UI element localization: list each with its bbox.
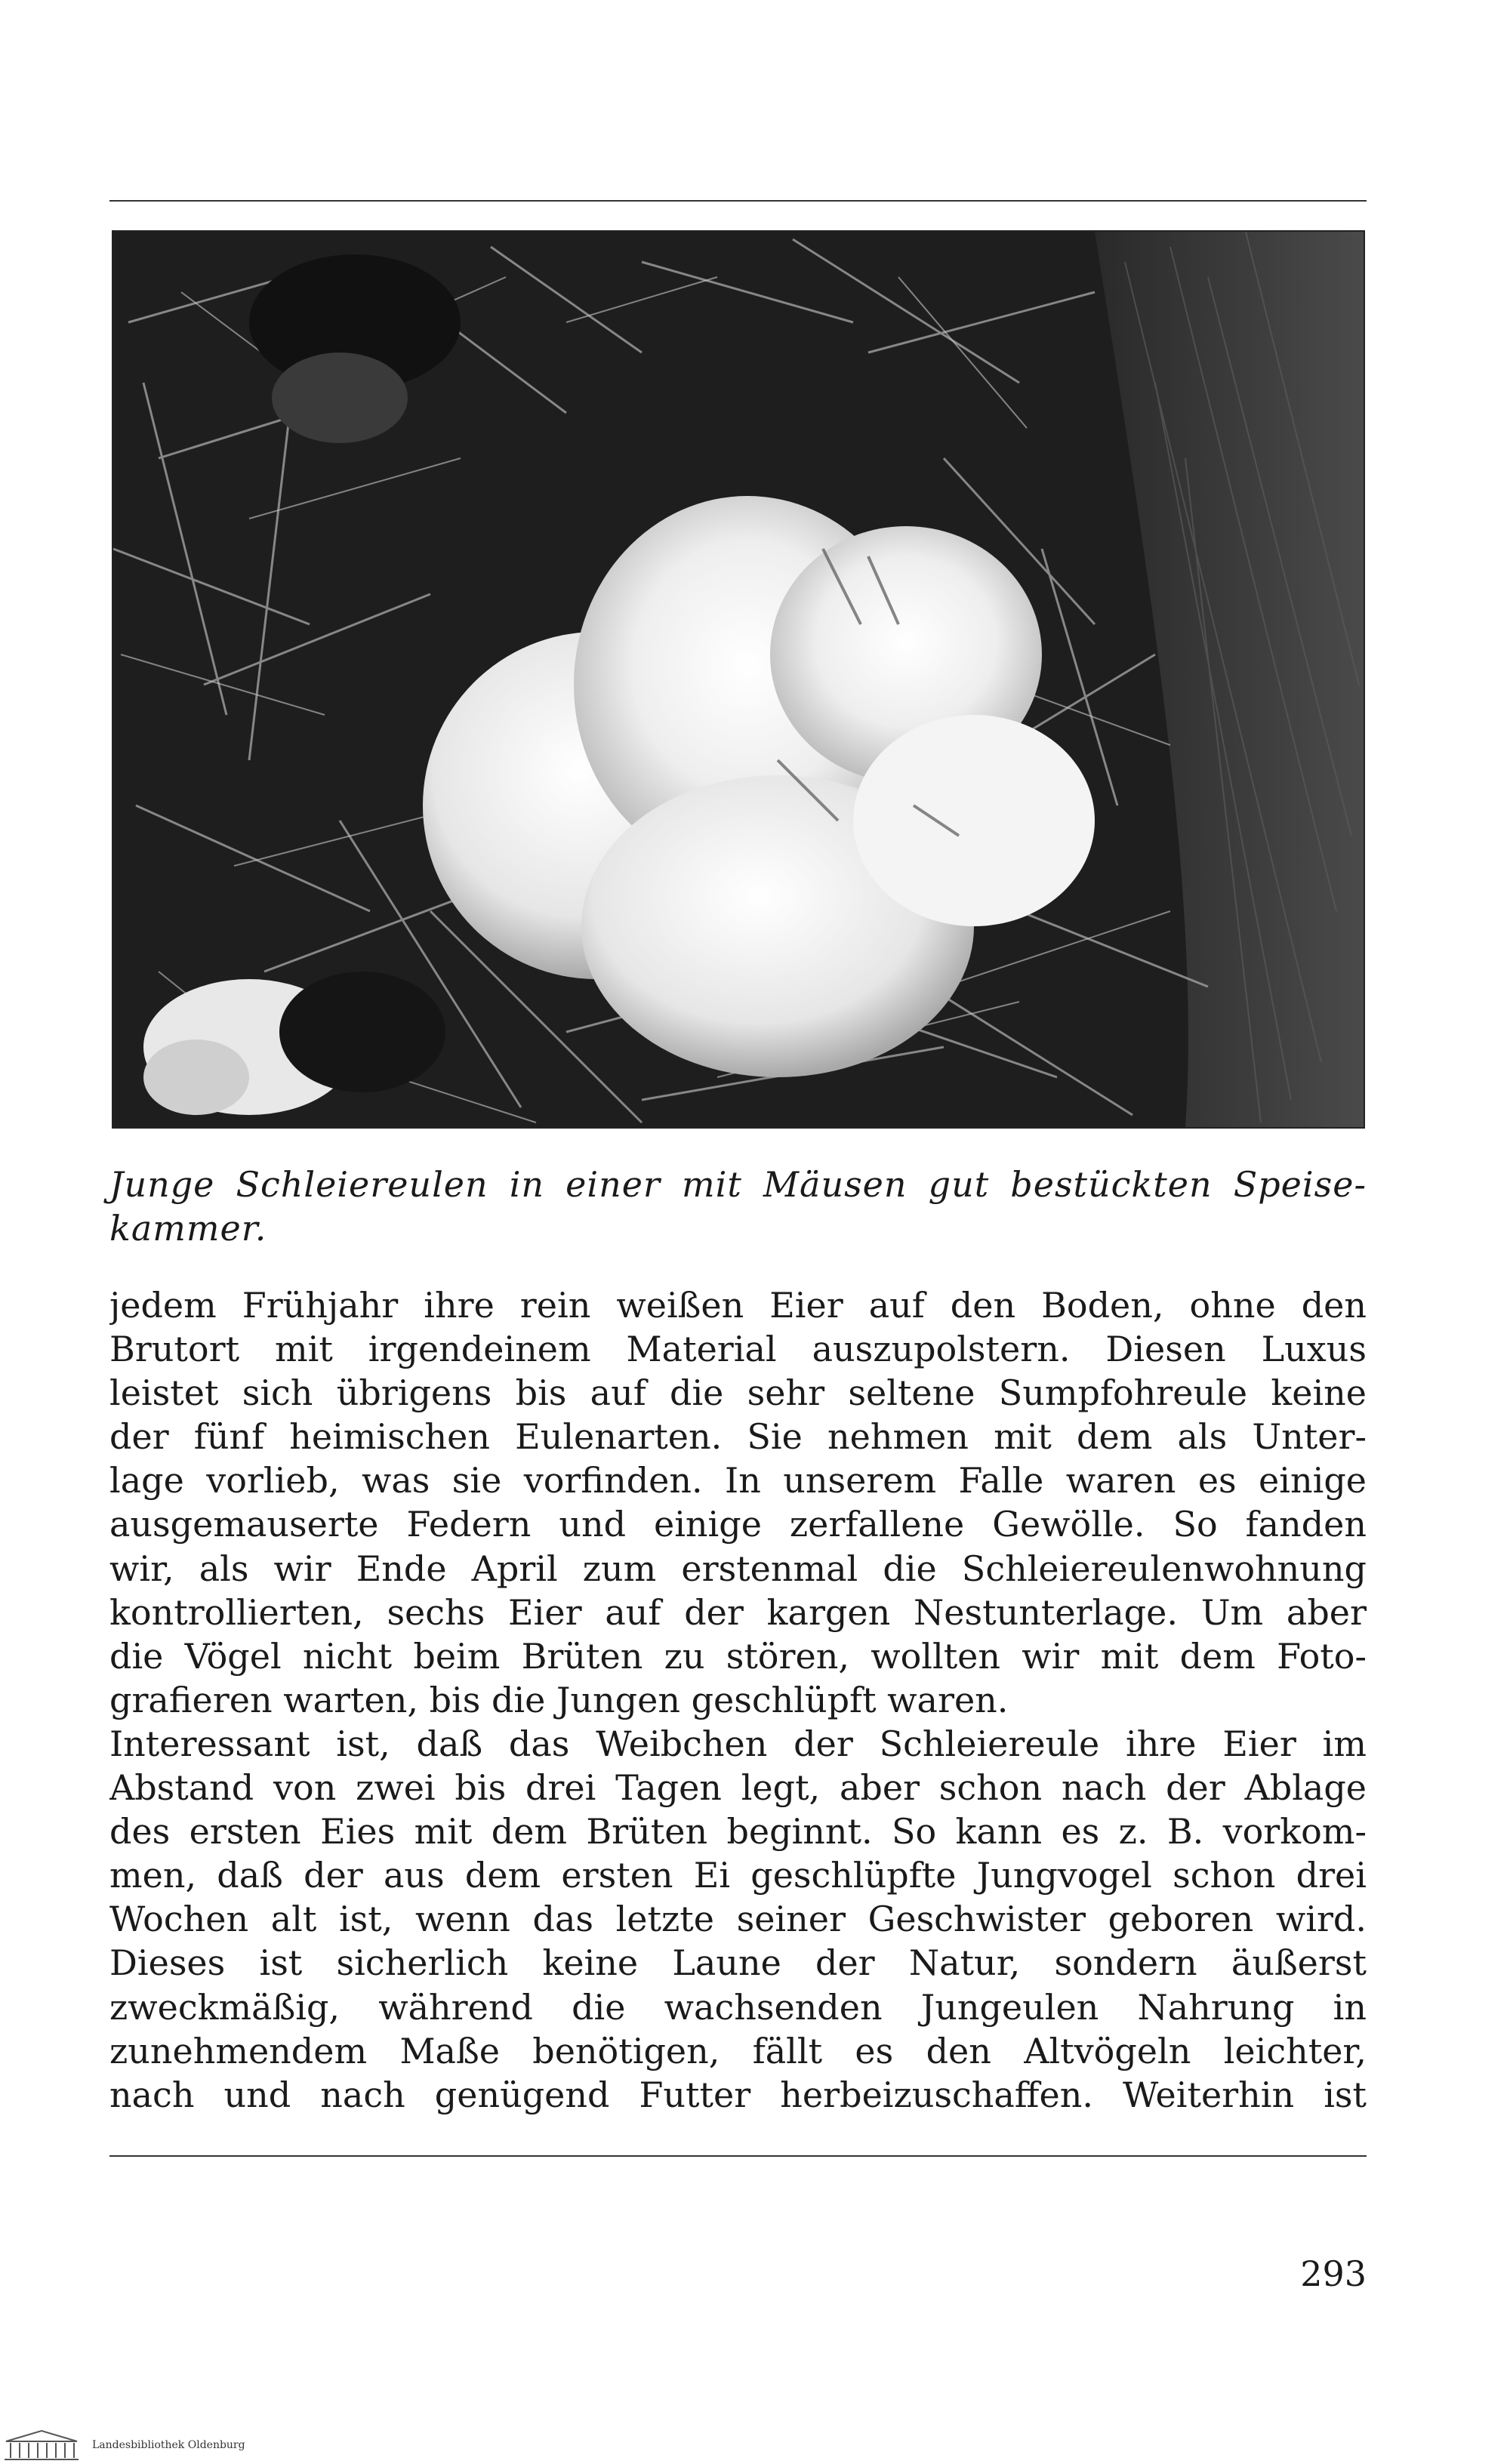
text-line: kontrollierten, sechs Eier auf der kargen Nestunterlage. Um aber (109, 1591, 1367, 1633)
text-line: Dieses ist sicherlich keine Laune der Natur, sondern äußerst (109, 1942, 1367, 1984)
page-number: 293 (1300, 2253, 1367, 2294)
text-line: nach und nach genügend Futter herbeizuschaffen. Weiterhin ist (109, 2074, 1367, 2115)
text-line: lage vorlieb, was sie vorfinden. In unserem Falle waren es einige (109, 1460, 1367, 1502)
library-watermark (0, 2426, 245, 2464)
text-line: die Vögel nicht beim Brüten zu stören, wollten wir mit dem Foto- (109, 1635, 1367, 1677)
text-line: leistet sich übrigens bis auf die sehr seltene Sumpfohreule keine (109, 1372, 1367, 1414)
bottom-rule (109, 2155, 1367, 2157)
text-line: men, daß der aus dem ersten Ei geschlüpfte Jungvogel schon drei (109, 1855, 1367, 1896)
photo-caption: Junge Schleiereulen in einer mit Mäusen gut bestückten Speise-kammer. (109, 1164, 1367, 1249)
text-line: ausgemauserte Federn und einige zerfallene Gewölle. So fanden (109, 1504, 1367, 1545)
top-rule (109, 200, 1367, 202)
owlet-nest-photo (112, 230, 1365, 1129)
text-line: grafieren warten, bis die Jungen geschlüpft waren. (109, 1679, 1009, 1720)
text-line: zunehmendem Maße benötigen, fällt es den Altvögeln leichter, (109, 2030, 1367, 2071)
text-line: Abstand von zwei bis drei Tagen legt, aber schon nach der Ablage (109, 1767, 1367, 1809)
text-line: jedem Frühjahr ihre rein weißen Eier auf den Boden, ohne den (109, 1285, 1367, 1326)
library-label: Landesbibliothek Oldenburg (92, 2439, 245, 2451)
library-building-icon (0, 2428, 83, 2462)
text-line: des ersten Eies mit dem Brüten beginnt. So kann es z. B. vorkom- (109, 1811, 1367, 1853)
text-line: wir, als wir Ende April zum erstenmal die Schleiereulenwohnung (109, 1548, 1367, 1589)
text-line: der fünf heimischen Eulenarten. Sie nehmen mit dem als Unter- (109, 1416, 1367, 1458)
body-text (109, 1283, 1367, 2117)
text-line: Brutort mit irgendeinem Material auszupolstern. Diesen Luxus (109, 1329, 1367, 1370)
text-line: zweckmäßig, während die wachsenden Jungeulen Nahrung in (109, 1986, 1367, 2028)
text-line: Interessant ist, daß das Weibchen der Schleiereule ihre Eier im (109, 1723, 1367, 1764)
text-line: Wochen alt ist, wenn das letzte seiner Geschwister geboren wird. (109, 1899, 1367, 1940)
